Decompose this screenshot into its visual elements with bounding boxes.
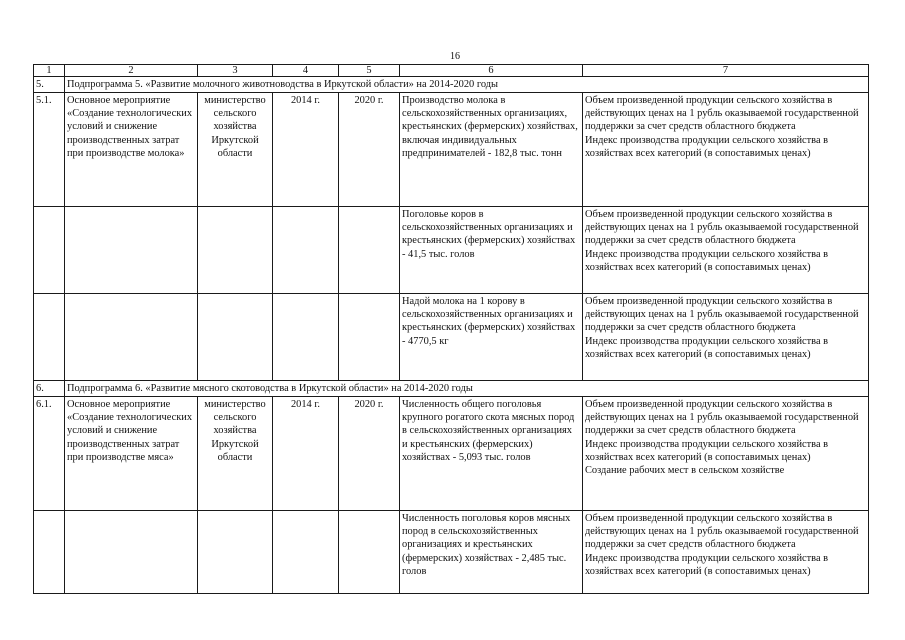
result-cell: Численность поголовья коров мясных пород в сельскохозяйственных организациях и крестьянских (фермерских) хозяйствах - 2,485 тыс. голов <box>400 511 583 594</box>
result-cell: Поголовье коров в сельскохозяйственных организациях и крестьянских (фермерских) хозяйствах - 41,5 тыс. голов <box>400 207 583 294</box>
activity-cell: Основное мероприятие «Создание технологических условий и снижение производственных затрат при производстве молока» <box>65 93 198 207</box>
result-cell: Надой молока на 1 корову в сельскохозяйственных организациях и крестьянских (фермерских) хозяйствах - 4770,5 кг <box>400 294 583 381</box>
indicators-cell: Объем произведенной продукции сельского хозяйства в действующих ценах на 1 рубль оказываемой государственной поддержки за счет средств областного бюджета Индекс производства продукции сельского хозяйства в хозяйствах всех категорий (в сопоставимых ценах) Создание рабочих мест в сельском хозяйстве <box>583 397 869 511</box>
table-row <box>34 294 869 381</box>
empty-cell <box>34 207 65 294</box>
empty-cell <box>339 511 400 594</box>
empty-cell <box>198 294 273 381</box>
indicators-cell: Объем произведенной продукции сельского хозяйства в действующих ценах на 1 рубль оказываемой государственной поддержки за счет средств областного бюджета Индекс производства продукции сельского хозяйства в хозяйствах всех категорий (в сопоставимых ценах) <box>583 511 869 594</box>
row-number: 5.1. <box>34 93 65 207</box>
row-number: 5. <box>34 77 65 93</box>
empty-cell <box>65 511 198 594</box>
indicators-cell: Объем произведенной продукции сельского хозяйства в действующих ценах на 1 рубль оказываемой государственной поддержки за счет средств областного бюджета Индекс производства продукции сельского хозяйства в хозяйствах всех категорий (в сопоставимых ценах) <box>583 207 869 294</box>
empty-cell <box>273 294 339 381</box>
empty-cell <box>339 294 400 381</box>
executor-cell: министерство сельского хозяйства Иркутской области <box>198 93 273 207</box>
table-row <box>34 93 869 207</box>
start-year-cell: 2014 г. <box>273 93 339 207</box>
indicators-cell: Объем произведенной продукции сельского хозяйства в действующих ценах на 1 рубль оказываемой государственной поддержки за счет средств областного бюджета Индекс производства продукции сельского хозяйства в хозяйствах всех категорий (в сопоставимых ценах) <box>583 93 869 207</box>
empty-cell <box>34 294 65 381</box>
empty-cell <box>339 207 400 294</box>
subprogram-row <box>34 381 869 397</box>
empty-cell <box>198 207 273 294</box>
empty-cell <box>273 511 339 594</box>
empty-cell <box>198 511 273 594</box>
empty-cell <box>273 207 339 294</box>
result-cell: Производство молока в сельскохозяйственных организациях, крестьянских (фермерских) хозяйствах, включая индивидуальных предпринимателей - 182,8 тыс. тонн <box>400 93 583 207</box>
end-year-cell: 2020 г. <box>339 93 400 207</box>
column-number: 3 <box>198 65 273 77</box>
column-number: 2 <box>65 65 198 77</box>
column-number: 6 <box>400 65 583 77</box>
table-row <box>34 511 869 594</box>
column-number: 1 <box>34 65 65 77</box>
executor-cell: министерство сельского хозяйства Иркутской области <box>198 397 273 511</box>
end-year-cell: 2020 г. <box>339 397 400 511</box>
empty-cell <box>34 511 65 594</box>
table-row <box>34 207 869 294</box>
subprogram-title: Подпрограмма 5. «Развитие молочного животноводства в Иркутской области» на 2014-2020 годы <box>65 77 869 93</box>
indicators-cell: Объем произведенной продукции сельского хозяйства в действующих ценах на 1 рубль оказываемой государственной поддержки за счет средств областного бюджета Индекс производства продукции сельского хозяйства в хозяйствах всех категорий (в сопоставимых ценах) <box>583 294 869 381</box>
row-number: 6. <box>34 381 65 397</box>
program-table <box>33 64 869 594</box>
subprogram-row <box>34 77 869 93</box>
row-number: 6.1. <box>34 397 65 511</box>
empty-cell <box>65 207 198 294</box>
column-number: 5 <box>339 65 400 77</box>
table-row <box>34 397 869 511</box>
subprogram-title: Подпрограмма 6. «Развитие мясного скотоводства в Иркутской области» на 2014-2020 годы <box>65 381 869 397</box>
result-cell: Численность общего поголовья крупного рогатого скота мясных пород в сельскохозяйственных организациях и крестьянских (фермерских) хозяйствах - 5,093 тыс. голов <box>400 397 583 511</box>
column-number: 4 <box>273 65 339 77</box>
start-year-cell: 2014 г. <box>273 397 339 511</box>
column-number-row <box>34 65 869 77</box>
activity-cell: Основное мероприятие «Создание технологических условий и снижение производственных затрат при производстве мяса» <box>65 397 198 511</box>
page-number: 16 <box>450 51 460 62</box>
column-number: 7 <box>583 65 869 77</box>
empty-cell <box>65 294 198 381</box>
